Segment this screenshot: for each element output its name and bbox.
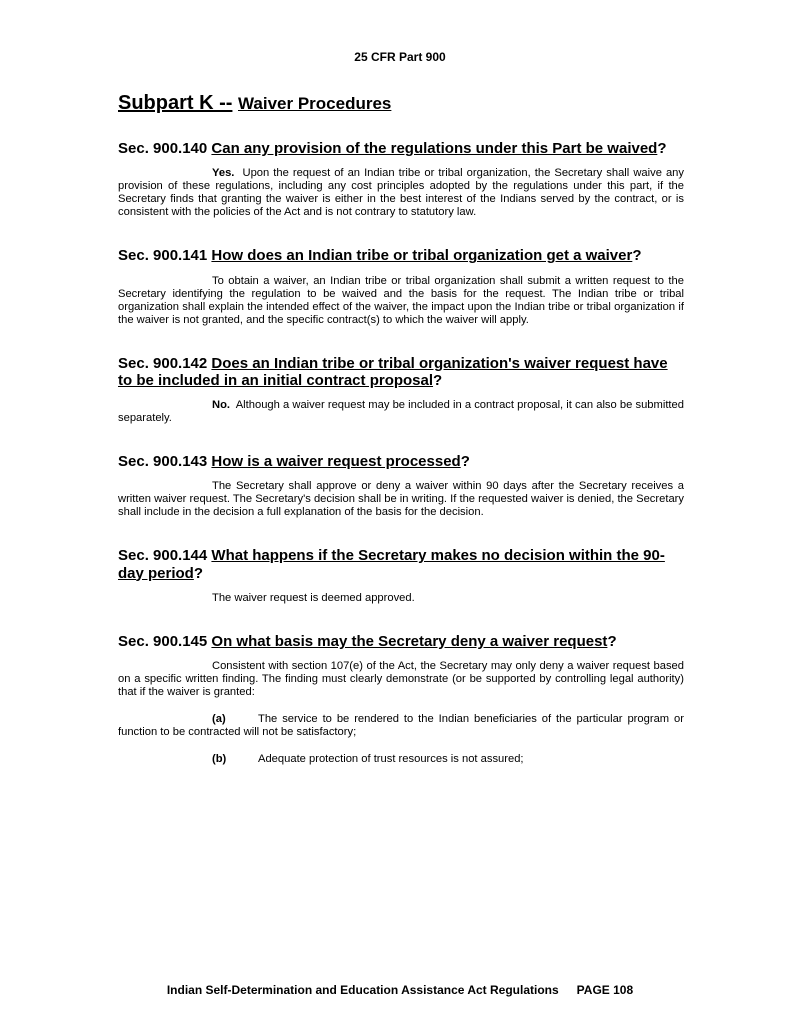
question-mark: ? [193, 564, 204, 582]
section-body [118, 592, 684, 605]
list-item-text: The service to be rendered to the Indian beneficiaries of the particular program or function to be contracted will not be satisfactory; [118, 713, 684, 738]
section-heading [118, 633, 684, 650]
subpart-title [118, 92, 684, 114]
section-question: Does an Indian tribe or tribal organization's waiver request have to be included in an initial contract proposal [118, 354, 668, 389]
question-mark: ? [632, 247, 642, 265]
section-number: Sec. 900.141 [118, 247, 208, 265]
document-body [118, 92, 684, 780]
page-header: 25 CFR Part 900 [354, 50, 446, 64]
question-mark: ? [607, 632, 617, 650]
section-number: Sec. 900.144 [118, 547, 208, 565]
section-heading [118, 355, 684, 390]
section-text: Consistent with section 107(e) of the Act, the Secretary may only deny a waiver request based on a specific written finding. The finding must clearly demonstrate (or be supported by controlling legal authority) that if the waiver is granted: [118, 660, 684, 698]
question-mark: ? [460, 453, 470, 470]
list-item-label: (a) [212, 713, 226, 725]
subpart-name: Waiver Procedures [238, 94, 392, 113]
section-body [118, 275, 684, 327]
section-question: How does an Indian tribe or tribal organization get a waiver [211, 247, 633, 265]
section-text: The Secretary shall approve or deny a waiver within 90 days after the Secretary receives a written waiver request. The Secretary's decision shall be in writing. If the requested waiver is denied, the Secretary shall include in the decision a full explanation of the basis for the decision. [118, 480, 684, 519]
section-number: Sec. 900.140 [118, 140, 208, 157]
section-body [118, 660, 684, 699]
section-question: On what basis may the Secretary deny a waiver request [211, 632, 608, 650]
section-question: How is a waiver request processed [211, 453, 461, 470]
section-number: Sec. 900.145 [118, 632, 208, 650]
subpart-prefix: Subpart K -- [118, 92, 233, 114]
question-mark: ? [657, 140, 667, 157]
section-text: The waiver request is deemed approved. [212, 591, 415, 604]
section-body [118, 167, 684, 219]
answer-lead: No. [212, 399, 231, 411]
section-body [118, 480, 684, 519]
question-mark: ? [433, 371, 443, 389]
answer-lead: Yes. [212, 167, 235, 180]
section-question: Can any provision of the regulations under this Part be waived [211, 140, 658, 157]
list-item [118, 753, 684, 766]
list-item-text: Adequate protection of trust resources is not assured; [258, 753, 524, 765]
section-question: What happens if the Secretary makes no decision within the 90-day period [118, 547, 665, 582]
section-text: To obtain a waiver, an Indian tribe or tribal organization shall submit a written request to the Secretary identifying the regulation to be waived and the basis for the request. The Indian tribe or tribal organization shall explain the intended effect of the waiver, the impact upon the Indian tribe or tribal organization if the waiver is not granted, and the specific contract(s) to which the waiver will apply. [118, 274, 684, 326]
list-item [118, 713, 684, 739]
list-item-label: (b) [212, 753, 227, 765]
footer-title: Indian Self-Determination and Education Assistance Act Regulations [166, 983, 559, 997]
section-body [118, 399, 684, 425]
page-number: PAGE 108 [576, 983, 634, 997]
section-heading [118, 547, 684, 582]
section-text: Upon the request of an Indian tribe or tribal organization, the Secretary shall waive any provision of these regulations, including any cost principles adopted by the regulations under this part, if the Secretary finds that granting the waiver is either in the best interest of the Indians served by the contract, or is consistent with the policies of the Act and is not contrary to statutory law. [118, 167, 684, 219]
page-footer [0, 983, 800, 997]
section-text: Although a waiver request may be included in a contract proposal, it can also be submitted separately. [118, 399, 684, 424]
section-number: Sec. 900.143 [118, 453, 208, 470]
section-number: Sec. 900.142 [118, 354, 208, 372]
section-heading [118, 453, 684, 470]
section-heading [118, 140, 684, 157]
section-heading [118, 247, 684, 264]
